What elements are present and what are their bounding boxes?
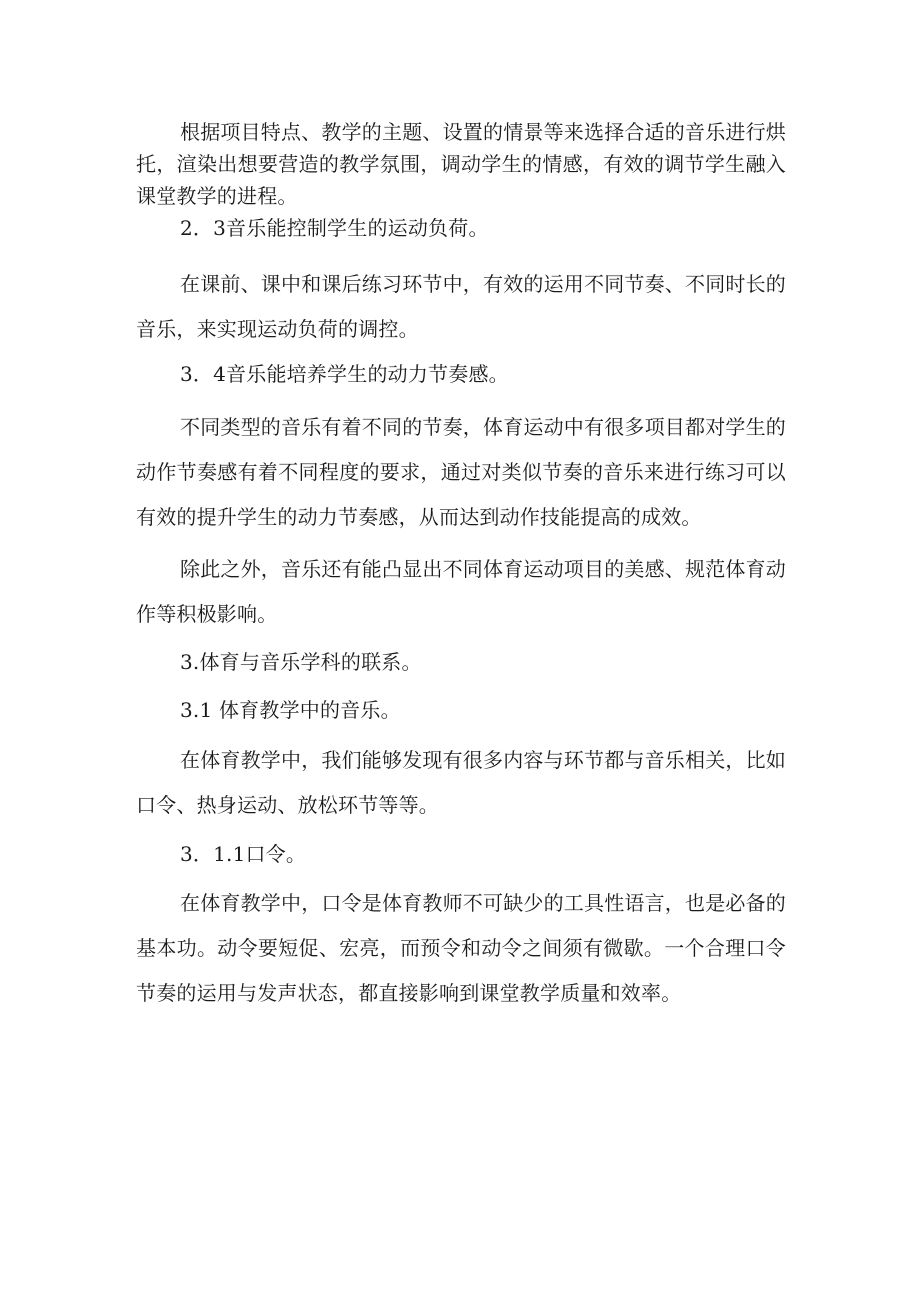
paragraph-commands: 在体育教学中，口令是体育教师不可缺少的工具性语言，也是必备的基本功。动令要短促、宏亮，而预令和动令之间须有微歇。一个合理口令节奏的运用与发声状态，都直接影响到课堂教学质量和效率。: [136, 891, 786, 1005]
paragraph-other-effects: 除此之外，音乐还有能凸显出不同体育运动项目的美感、规范体育动作等积极影响。: [136, 557, 786, 626]
paragraph-exercise-load: 在课前、课中和课后练习环节中，有效的运用不同节奏、不同时长的音乐，来实现运动负荷的调控。: [136, 272, 786, 341]
paragraph-music-in-pe: 在体育教学中，我们能够发现有很多内容与环节都与音乐相关，比如口令、热身运动、放松环节等等。: [136, 748, 786, 817]
heading-3-subject-link: 3.体育与音乐学科的联系。: [180, 650, 422, 674]
heading-2-3-exercise-load: 2．3音乐能控制学生的运动负荷。: [180, 216, 489, 240]
paragraph-rhythm-sense: 不同类型的音乐有着不同的节奏，体育运动中有很多项目都对学生的动作节奏感有着不同程度的要求，通过对类似节奏的音乐来进行练习可以有效的提升学生的动力节奏感，从而达到动作技能提高的成效。: [136, 415, 786, 529]
heading-3-1-music-in-pe: 3.1 体育教学中的音乐。: [180, 698, 401, 722]
heading-3-1-1-commands: 3．1.1口令。: [180, 842, 307, 866]
heading-3-4-rhythm-sense: 3．4音乐能培养学生的动力节奏感。: [180, 362, 509, 386]
paragraph-music-atmosphere: 根据项目特点、教学的主题、设置的情景等来选择合适的音乐进行烘托，渲染出想要营造的教学氛围，调动学生的情感，有效的调节学生融入课堂教学的进程。: [136, 120, 786, 208]
